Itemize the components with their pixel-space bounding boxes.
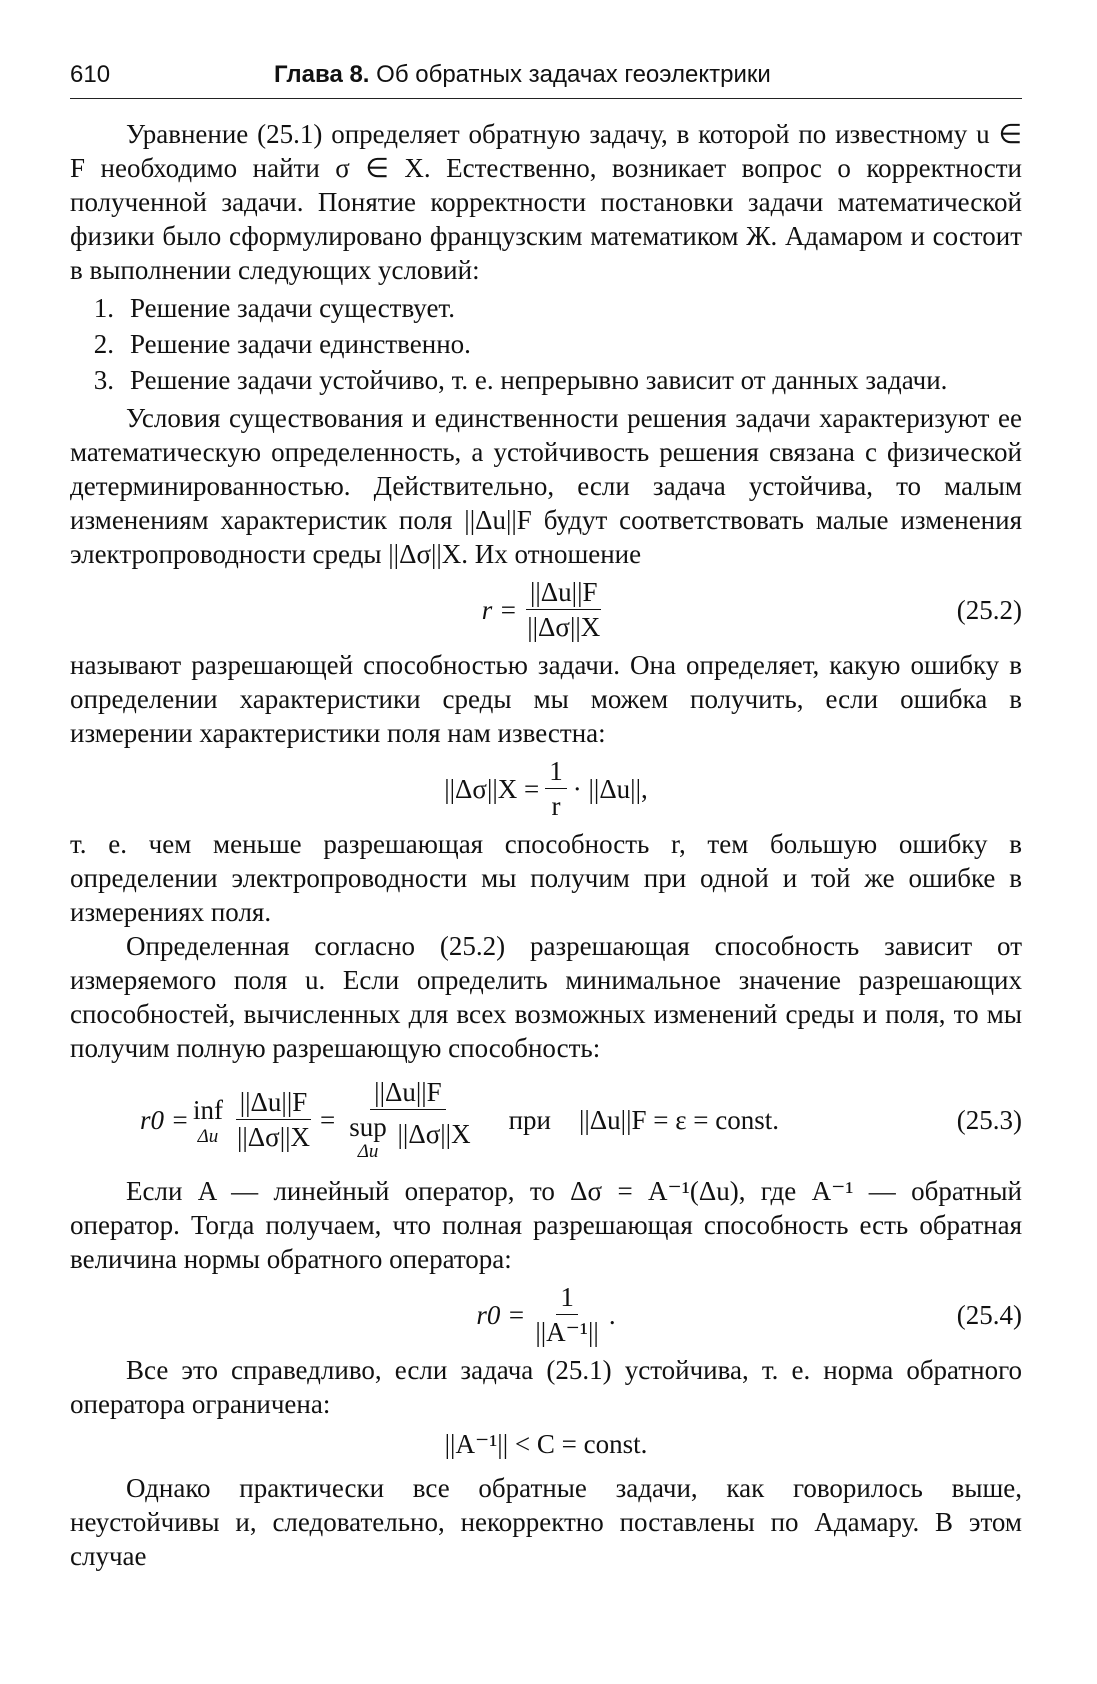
fraction: $\frac{||\Delta u||F}{||\Delta\sigma||X}$: [527, 577, 601, 642]
eq-lhs: r =: [481, 594, 518, 625]
paragraph-7: Все это справедливо, если задача (25.1) устойчива, т. е. норма обратного оператора ограничена:: [70, 1355, 1022, 1419]
conditions-list: [70, 291, 1022, 397]
inf-operator: inf Δu: [192, 1094, 223, 1147]
chapter-heading: [274, 58, 771, 92]
equation-number: (25.4): [956, 1299, 1022, 1330]
list-item: 2. Решение задачи единственно.: [93, 329, 471, 359]
page-number: 610: [70, 61, 111, 88]
running-header: [70, 58, 1022, 99]
equation-number: (25.2): [956, 594, 1022, 625]
paragraph-4: т. е. чем меньше разрешающая способность r, тем большую ошибку в определении электропроводности мы получим при одной и той же ошибке в измерениях поля.: [70, 829, 1022, 927]
fraction: ||Δu||F sup Δu ||Δσ||X: [349, 1077, 471, 1162]
paragraph-2: Условия существования и единственности решения задачи характеризуют ее математическую определенность, а устойчивость решения связана с физической детерминированностью. Действительно, если задача устойчива, то малым изменениям характеристик поля ||Δu||F будут соответствовать малые изменения электропроводности среды ||Δσ||X. Их отношение: [70, 403, 1022, 569]
equation-25-2: [70, 577, 1022, 642]
fraction: $\frac{||\Delta u||F}{||\Delta\sigma||X}$: [236, 1087, 311, 1152]
paragraph-3: называют разрешающей способностью задачи. Она определяет, какую ошибку в определении характеристики среды мы можем получить, если ошибка в измерении характеристики поля нам известна:: [70, 650, 1022, 748]
paragraph-8: Однако практически все обратные задачи, как говорилось выше, неустойчивы и, следовательно, некорректно поставлены по Адамару. В этом случае: [70, 1473, 1022, 1571]
paragraph-6: Если A — линейный оператор, то Δσ = A⁻¹(Δu), где A⁻¹ — обратный оператор. Тогда получаем, что полная разрешающая способность есть обратная величина нормы обратного оператора:: [70, 1176, 1022, 1274]
fraction: $\frac{1}{\text{||A⁻¹||}}$: [535, 1282, 599, 1347]
equation-25-4: r0 = $\frac{1}{\text{||A⁻¹||}}$ . (25.4): [476, 1282, 1022, 1347]
equation-25-3: r0 = inf Δu $\frac{||\Delta u||F}{||\Delta\sigma||X}$ = ||Δu||F sup Δu ||Δσ||X при ||Δu||F = ε = const. (25.3): [140, 1077, 1022, 1162]
chapter-label: Глава 8.: [274, 61, 370, 88]
paragraph-1: Уравнение (25.1) определяет обратную задачу, в которой по известному u ∈ F необходимо найти σ ∈ X. Естественно, возникает вопрос о корректности полученной задачи. Понятие корректности постановки задачи математической физики было сформулировано французским математиком Ж. Адамаром и состоит в выполнении следующих условий:: [70, 119, 1022, 285]
page: [70, 58, 1022, 1573]
fraction: $\frac{1}{r}$: [545, 756, 567, 821]
list-item: 3. Решение задачи устойчиво, т. е. непрерывно зависит от данных задачи.: [93, 365, 948, 395]
list-item: 1. Решение задачи существует.: [93, 293, 455, 323]
equation-inverse: ||Δσ||X = $\frac{1}{r}$ · ||Δu||,: [444, 756, 648, 821]
equation-number: (25.3): [956, 1104, 1022, 1135]
sup-operator: sup Δu: [349, 1112, 387, 1162]
paragraph-5: Определенная согласно (25.2) разрешающая способность зависит от измеряемого поля u. Если определить минимальное значение разрешающих способностей, вычисленных для всех возможных изменений среды и поля, то мы получим полную разрешающую способность:: [70, 931, 1022, 1063]
equation-bound: ||A⁻¹|| < C = const.: [444, 1429, 648, 1459]
chapter-title: Об обратных задачах геоэлектрики: [376, 61, 771, 88]
